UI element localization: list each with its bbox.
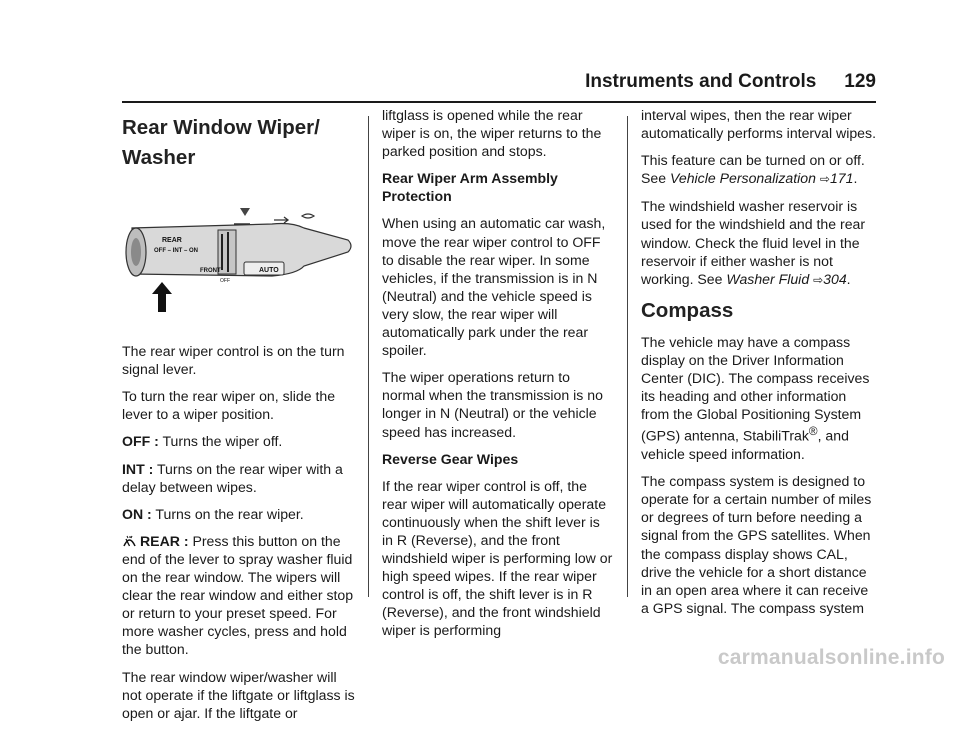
text: This feature can be turned on or off. See [641,152,865,187]
cross-reference-link[interactable]: Washer Fluid [726,270,810,287]
registered-mark: ® [808,425,818,439]
text: The vehicle may have a compass display on the Driver Information Center (DIC). The compass receives its heading and other information from the Global Positioning System (GPS) antenna, [641,333,870,444]
figure-label-off: OFF [220,278,230,284]
column-divider-2 [627,116,628,597]
figure-label-positions: OFF – INT – ON [154,248,199,254]
page-ref-arrow-icon: ⇨ [819,172,830,187]
paragraph: To turn the rear wiper on, slide the lever to a wiper position. [122,388,336,423]
heading-line-2: Washer [122,146,196,169]
page-ref-number[interactable]: 304 [823,270,847,287]
watermark: carmanualsonline.info [717,646,945,669]
paragraph: interval wipes, then the rear wiper automatically performs interval wipes. [641,107,876,142]
text: The windshield washer reservoir is used for the windshield and the rear window. Check the fluid level in the reservoir if either washer is not working. See [641,198,866,287]
definition-off [122,432,356,450]
text: StabiliTrak [742,428,809,444]
figure-label-auto: AUTO [259,267,279,274]
section-heading-rear-wiper [122,116,356,170]
paragraph: liftglass is opened while the rear wiper is on, the wiper returns to the parked position and stops. [382,107,602,160]
text: , and vehicle speed information. [641,428,849,463]
term-on: ON : [122,505,152,522]
definition-text: Turns the wiper off. [158,433,283,450]
paragraph [641,151,877,188]
text: . [846,270,851,287]
paragraph: The rear wiper control is on the turn signal lever. [122,343,345,378]
paragraph: When using an automatic car wash, move the rear wiper control to OFF to disable the rear wiper. In some vehicles, if the transmission is in N (Neutral) and the vehicle speed is very slow, the rear wiper will automatically park under the rear spoiler. [382,215,606,359]
definition-on [122,505,356,523]
subheading-arm-protection: Rear Wiper Arm Assembly Protection [382,170,558,205]
section-title: Instruments and Controls [585,71,817,92]
paragraph [641,197,877,288]
figure-label-front: FRONT [200,268,221,274]
paragraph: The rear window wiper/washer will not operate if the liftgate or liftglass is open or ajar. If the liftgate or [122,668,355,721]
header-rule [122,101,876,103]
paragraph [641,333,877,463]
definition-text: Turns on the rear wiper with a delay between wipes. [122,460,343,495]
turn-signal-lever-figure [122,202,356,322]
page-ref-arrow-icon: ⇨ [813,272,824,287]
term-int: INT : [122,460,154,477]
column-divider-1 [368,116,369,597]
definition-rear [122,532,356,659]
paragraph: The compass system is designed to operate for a certain number of miles or degrees of turn before needing a signal from the GPS satellites. When the compass display shows CAL, drive the vehicle for a short distance in an open area where it can receive a GPS signal. The compass system [641,473,872,616]
column-1 [122,116,356,731]
section-heading-compass: Compass [641,298,734,322]
column-2 [382,106,614,649]
term-rear: REAR : [140,532,189,549]
running-header [560,71,876,99]
definition-int [122,460,356,496]
page-ref-number[interactable]: 171 [829,170,854,187]
cross-reference-link[interactable]: Vehicle Personalization [670,170,816,187]
heading-line-1: Rear Window Wiper/ [122,116,320,139]
rear-washer-icon [122,534,137,548]
subheading-reverse-gear-wipes: Reverse Gear Wipes [382,450,519,467]
term-off: OFF : [122,433,159,450]
page-number: 129 [844,71,876,92]
text: . [853,170,858,187]
figure-label-rear: REAR [162,237,182,244]
definition-text: Turns on the rear wiper. [151,505,304,522]
column-3 [641,106,877,626]
paragraph: If the rear wiper control is off, the rear wiper will automatically operate continuously when the shift lever is in R (Reverse), and the front windshield wiper is performing low or high speed wipes. If the rear wiper control is off, the shift lever is in R (Reverse), and the front windshield wiper is performing [382,477,613,639]
paragraph: The wiper operations return to normal when the transmission is no longer in N (Neutral) or the vehicle speed has increased. [382,369,603,440]
definition-text: Press this button on the end of the lever to spray washer fluid on the rear window. The wipers will clear the rear window and either stop or return to your preset speed. For more washer cycles, press and hold the button. [122,532,354,658]
